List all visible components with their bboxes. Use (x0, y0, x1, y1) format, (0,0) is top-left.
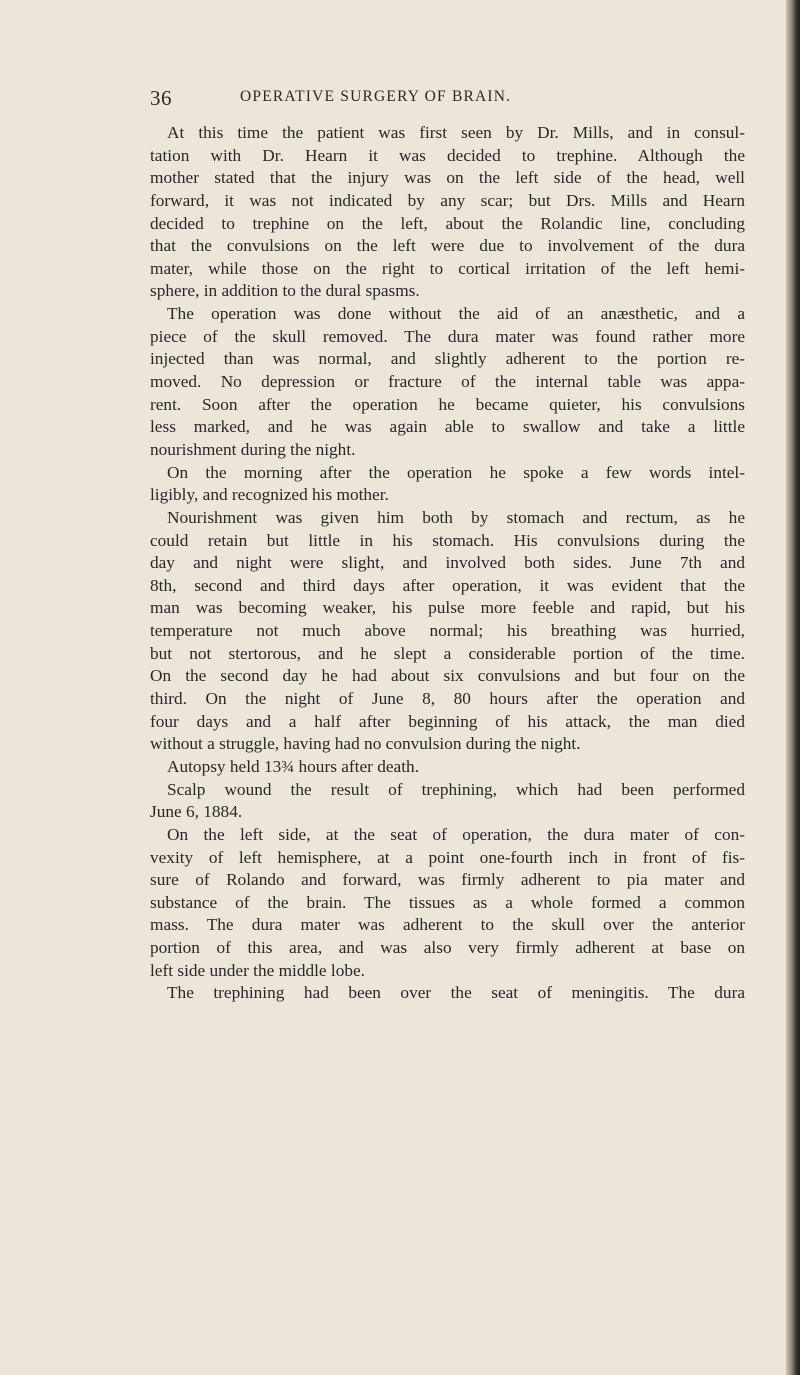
text-line: At this time the patient was first seen by Dr. Mills, and in consul- (167, 123, 745, 142)
text-line: vexity of left hemisphere, at a point one-fourth inch in front of fis- (150, 847, 745, 867)
text-line: rent. Soon after the operation he became quieter, his convulsions (150, 394, 745, 414)
text-line: left side under the middle lobe. (150, 960, 365, 980)
text-line: June 6, 1884. (150, 802, 243, 822)
text-line: ligibly, and recognized his mother. (150, 485, 389, 505)
text-line: temperature not much above normal; his breathing was hurried, (150, 621, 745, 641)
running-head: OPERATIVE SURGERY OF BRAIN. (240, 88, 512, 105)
text-line: sure of Rolando and forward, was firmly adherent to pia mater and (150, 870, 745, 890)
text-line: day and night were slight, and involved both sides. June 7th and (150, 553, 745, 573)
text-line: On the left side, at the seat of operation, the dura mater of con- (167, 824, 745, 844)
text-line: On the second day he had about six convulsions and but four on the (150, 666, 745, 686)
text-line: mother stated that the injury was on the left side of the head, well (150, 168, 745, 188)
text-line: On the morning after the operation he spoke a few words intel- (167, 462, 745, 482)
text-line: tation with Dr. Hearn it was decided to trephine. Although the (150, 145, 745, 165)
text-line: could retain but little in his stomach. His convulsions during the (150, 530, 745, 550)
text-line: substance of the brain. The tissues as a whole formed a common (150, 892, 745, 912)
text-line: third. On the night of June 8, 80 hours after the operation and (150, 689, 745, 709)
text-line: that the convulsions on the left were due to involvement of the dura (150, 236, 745, 256)
book-spine-shadow (786, 0, 800, 1375)
text-line: Scalp wound the result of trephining, which had been performed (167, 779, 745, 799)
text-line: without a struggle, having had no convulsion during the night. (150, 734, 581, 754)
text-line: forward, it was not indicated by any scar; but Drs. Mills and Hearn (150, 190, 745, 210)
text-line: piece of the skull removed. The dura mater was found rather more (150, 326, 745, 346)
text-line: The operation was done without the aid of an anæsthetic, and a (167, 304, 745, 324)
page-number: 36 (150, 86, 172, 110)
text-line: man was becoming weaker, his pulse more feeble and rapid, but his (150, 598, 745, 618)
text-line: Autopsy held 13¾ hours after death. (167, 756, 419, 776)
text-line: less marked, and he was again able to swallow and take a little (150, 417, 745, 437)
text-line: four days and a half after beginning of his attack, the man died (150, 711, 745, 731)
text-line: sphere, in addition to the dural spasms. (150, 281, 420, 301)
text-line: 8th, second and third days after operation, it was evident that the (150, 575, 745, 595)
text-line: nourishment during the night. (150, 439, 356, 459)
text-line: portion of this area, and was also very firmly adherent at base on (150, 938, 745, 958)
text-line: mass. The dura mater was adherent to the skull over the anterior (150, 915, 745, 935)
body-text (150, 122, 745, 1005)
text-line: moved. No depression or fracture of the internal table was appa- (150, 372, 745, 392)
text-line: injected than was normal, and slightly adherent to the portion re- (150, 349, 745, 369)
text-line: mater, while those on the right to cortical irritation of the left hemi- (150, 258, 745, 278)
text-line: but not stertorous, and he slept a considerable portion of the time. (150, 643, 745, 663)
text-line: decided to trephine on the left, about the Rolandic line, concluding (150, 213, 745, 233)
text-line: Nourishment was given him both by stomach and rectum, as he (167, 507, 745, 527)
text-line: The trephining had been over the seat of meningitis. The dura (167, 983, 745, 1003)
page-header (150, 86, 750, 114)
